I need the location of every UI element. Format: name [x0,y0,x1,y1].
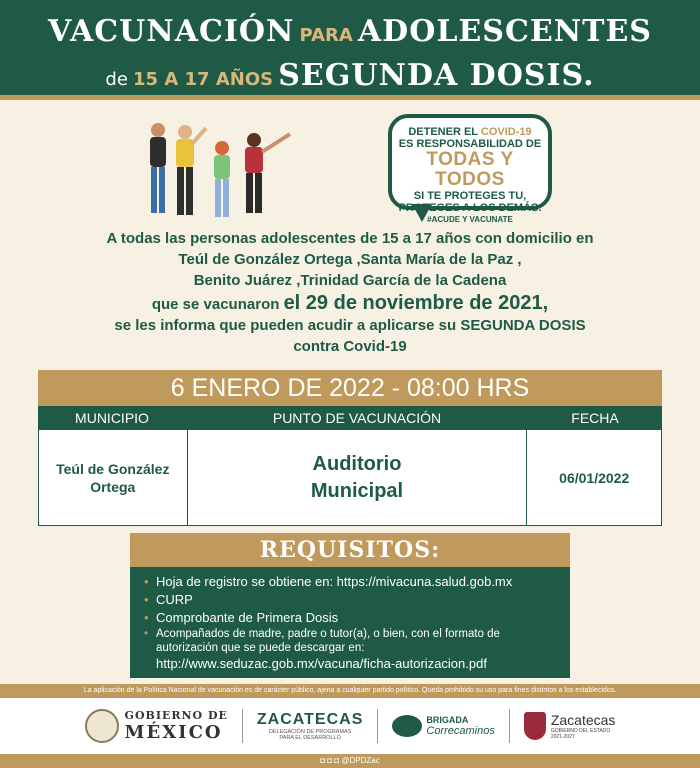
brigada-correcaminos-logo: BRIGADA Correcaminos [392,715,494,737]
bubble-hashtag: #ACUDE Y VACUNATE [427,215,513,224]
bubble-line-3: TODAS Y TODOS [426,149,514,190]
roadrunner-icon [392,715,422,737]
bubble-line-2: ES RESPONSABILIDAD DE [398,138,542,150]
zacatecas-delegacion-logo: ZACATECAS DELEGACIÓN DE PROGRAMAS PARA EL DESARROLLO [256,711,364,741]
req-item-comprobante: • Comprobante de Primera Dosis [148,609,562,627]
footer-divider [509,709,510,743]
cell-fecha: 06/01/2022 [559,469,630,486]
title-vacunacion: VACUNACIÓN [48,14,295,49]
cell-punto: Auditorio Municipal [187,430,528,525]
intro-line-6: contra Covid-19 [293,338,407,355]
intro-text [0,228,700,357]
social-icons: ◘ ◘ ◘ [320,756,342,765]
title-adolescentes: ADOLESCENTES [357,14,652,49]
teenagers-illustration [140,118,310,230]
intro-line-1: A todas las personas adolescentes de 15 a 17 años con domicilio en [106,230,594,247]
bubble-line-1: DETENER EL COVID-19 [408,126,532,138]
zacatecas-shield-icon [524,712,546,740]
intro-line-4: que se vacunaron el 29 de noviembre de 2021, [151,292,549,314]
bubble-line-5: PROTEGES A LOS DEMÁS. [398,202,542,214]
table-row [38,430,662,526]
title-line-2 [0,58,700,93]
bubble-line-4: SI TE PROTEGES TU, [413,190,527,202]
req-item-hoja: • Hoja de registro se obtiene en: https://mivacuna.salud.gob.mx [148,573,562,591]
social-handle[interactable]: @DPDZac [341,756,380,765]
cell-municipio: Teúl de González Ortega [56,460,170,495]
requisitos-list [130,567,570,678]
mexico-seal-icon [85,709,119,743]
req-item-curp: • CURP [148,591,562,609]
intro-line-5: se les informa que pueden acudir a aplicarse su SEGUNDA DOSIS [114,317,586,334]
intro-line-2: Teúl de González Ortega ,Santa María de la Paz , [178,251,522,268]
speech-bubble [388,114,552,224]
header-fecha: FECHA [571,410,619,426]
title-de: de [105,69,128,90]
footer-divider [242,709,243,743]
title-age-range: 15 A 17 AÑOS [133,69,274,90]
footer-divider [377,709,378,743]
gobierno-mexico-logo: GOBIERNO DE MÉXICO [85,709,228,743]
table-header [38,406,662,430]
header-municipio: MUNICIPIO [75,410,149,426]
date-time-banner: 6 ENERO DE 2022 - 08:00 HRS [38,370,662,406]
intro-line-3: Benito Juárez ,Trinidad García de la Cadena [193,272,507,289]
title-segunda-dosis: SEGUNDA DOSIS. [278,58,595,93]
req-url-link[interactable]: http://www.seduzac.gob.mx/vacuna/ficha-autorizacion.pdf [156,656,487,671]
legal-disclaimer: La aplicación de la Política Nacional de vacunación es de carácter público, ajena a cualquier partido político. Queda prohibido su uso para fines distintos a los establecidos. [0,684,700,698]
title-line-1 [0,14,700,49]
header-divider [0,95,700,100]
requisitos-title: REQUISITOS: [130,533,570,567]
speech-bubble-tail [412,204,432,222]
title-para: PARA [299,25,353,46]
req-item-tutor: • Acompañados de madre, padre o tutor(a), o bien, con el formato de autorización que se puede descargar en: [148,627,562,655]
footer-logos [0,698,700,754]
zacatecas-gobierno-logo: Zacatecas GOBIERNO DEL ESTADO 2021-2027 [524,712,616,740]
header-punto: PUNTO DE VACUNACIÓN [272,410,442,426]
vaccination-table [38,406,662,526]
header-banner [0,0,700,100]
social-handle-bar [0,754,700,768]
